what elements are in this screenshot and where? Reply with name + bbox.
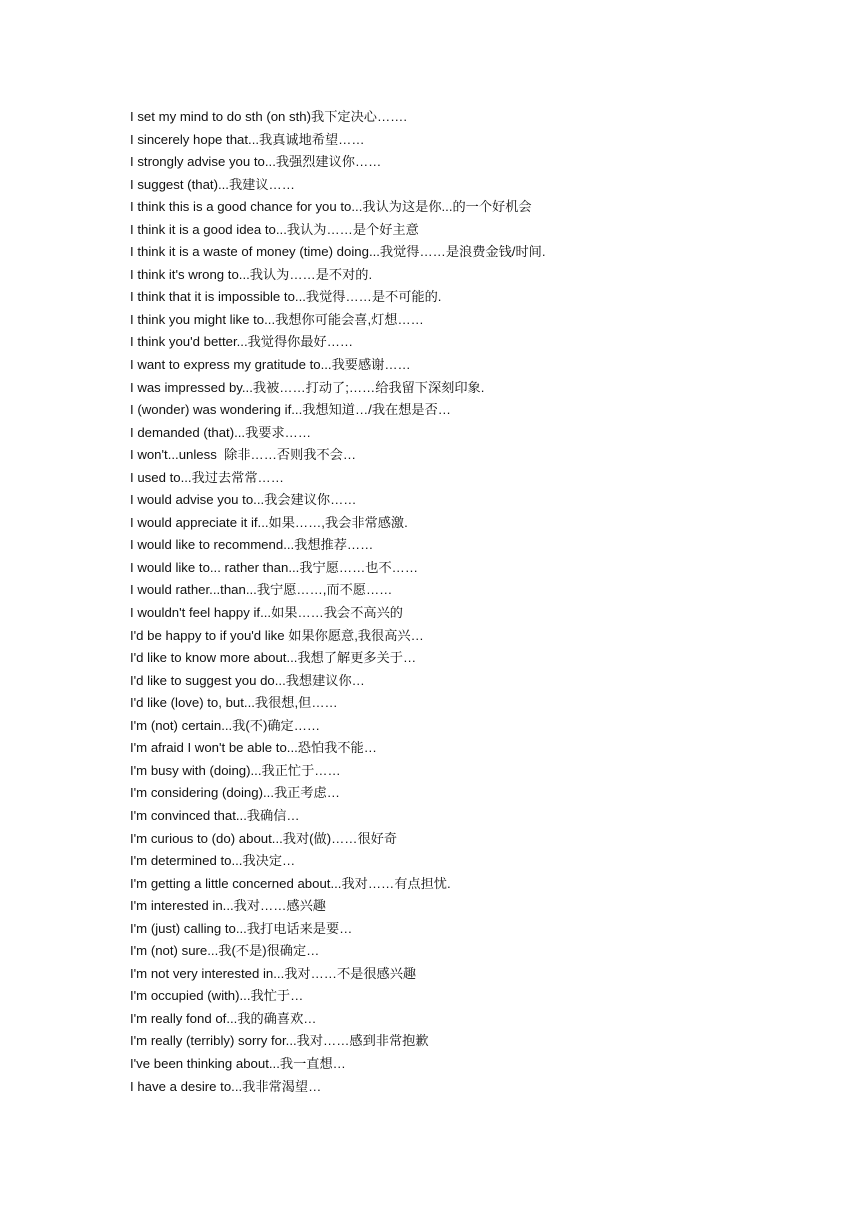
phrase-line: I'm really (terribly) sorry for...我对……感到非常抱歉 — [130, 1033, 429, 1049]
phrase-line: I demanded (that)...我要求…… — [130, 424, 312, 440]
phrase-line: I think it is a waste of money (time) doing...我觉得……是浪费金钱/时间. — [130, 244, 546, 260]
phrase-line: I have a desire to...我非常渴望… — [130, 1078, 322, 1094]
phrase-line: I won't...unless 除非……否则我不会… — [130, 447, 357, 463]
phrase-line: I've been thinking about...我一直想… — [130, 1055, 346, 1071]
phrase-line: I would advise you to...我会建议你…… — [130, 492, 357, 508]
phrase-line: I would rather...than...我宁愿……,而不愿…… — [130, 582, 393, 598]
phrase-line: I'd like to suggest you do...我想建议你… — [130, 672, 365, 688]
phrase-line: I would appreciate it if...如果……,我会非常感激. — [130, 514, 408, 530]
phrase-line: I'm (not) sure...我(不是)很确定… — [130, 943, 320, 959]
phrase-line: I think it is a good idea to...我认为……是个好主意 — [130, 221, 419, 237]
phrase-line: I was impressed by...我被……打动了;……给我留下深刻印象. — [130, 379, 485, 395]
phrase-line: I'd like (love) to, but...我很想,但…… — [130, 695, 338, 711]
phrase-line: I want to express my gratitude to...我要感谢…… — [130, 357, 411, 373]
phrase-line: I'm really fond of...我的确喜欢… — [130, 1010, 317, 1026]
phrase-line: I'm interested in...我对……感兴趣 — [130, 898, 326, 914]
phrase-line: I would like to recommend...我想推荐…… — [130, 537, 374, 553]
phrase-line: I (wonder) was wondering if...我想知道…/我在想是否… — [130, 402, 451, 418]
phrase-line: I suggest (that)...我建议…… — [130, 176, 295, 192]
phrase-line: I used to...我过去常常…… — [130, 469, 284, 485]
phrase-line: I'm determined to...我决定… — [130, 853, 296, 869]
phrase-line: I strongly advise you to...我强烈建议你…… — [130, 154, 382, 170]
phrase-line: I'm curious to (do) about...我对(做)……很好奇 — [130, 830, 398, 846]
phrase-line: I'm (not) certain...我(不)确定…… — [130, 717, 321, 733]
phrase-line: I think it's wrong to...我认为……是不对的. — [130, 266, 373, 282]
phrase-line: I think you'd better...我觉得你最好…… — [130, 334, 354, 350]
phrase-line: I sincerely hope that...我真诚地希望…… — [130, 131, 365, 147]
phrase-line: I think that it is impossible to...我觉得……是不可能的. — [130, 289, 442, 305]
phrase-line: I'm occupied (with)...我忙于… — [130, 988, 304, 1004]
phrase-line: I would like to... rather than...我宁愿……也不…… — [130, 559, 419, 575]
phrase-list — [130, 106, 810, 1098]
phrase-line: I wouldn't feel happy if...如果……我会不高兴的 — [130, 605, 403, 621]
phrase-line: I'm busy with (doing)...我正忙于…… — [130, 762, 341, 778]
phrase-line: I set my mind to do sth (on sth)我下定决心……. — [130, 109, 408, 124]
phrase-line: I think this is a good chance for you to...我认为这是你...的一个好机会 — [130, 199, 532, 215]
phrase-line: I'd be happy to if you'd like 如果你愿意,我很高兴… — [130, 627, 424, 643]
phrase-line: I'm not very interested in...我对……不是很感兴趣 — [130, 965, 417, 981]
phrase-line: I'm getting a little concerned about...我对……有点担忧. — [130, 875, 451, 891]
phrase-line: I'm convinced that...我确信… — [130, 807, 300, 823]
phrase-line: I'm considering (doing)...我正考虑… — [130, 785, 340, 801]
phrase-line: I'm afraid I won't be able to...恐怕我不能… — [130, 740, 377, 756]
phrase-line: I think you might like to...我想你可能会喜,灯想…… — [130, 311, 424, 327]
phrase-line: I'd like to know more about...我想了解更多关于… — [130, 650, 417, 666]
phrase-line: I'm (just) calling to...我打电话来是要… — [130, 920, 353, 936]
